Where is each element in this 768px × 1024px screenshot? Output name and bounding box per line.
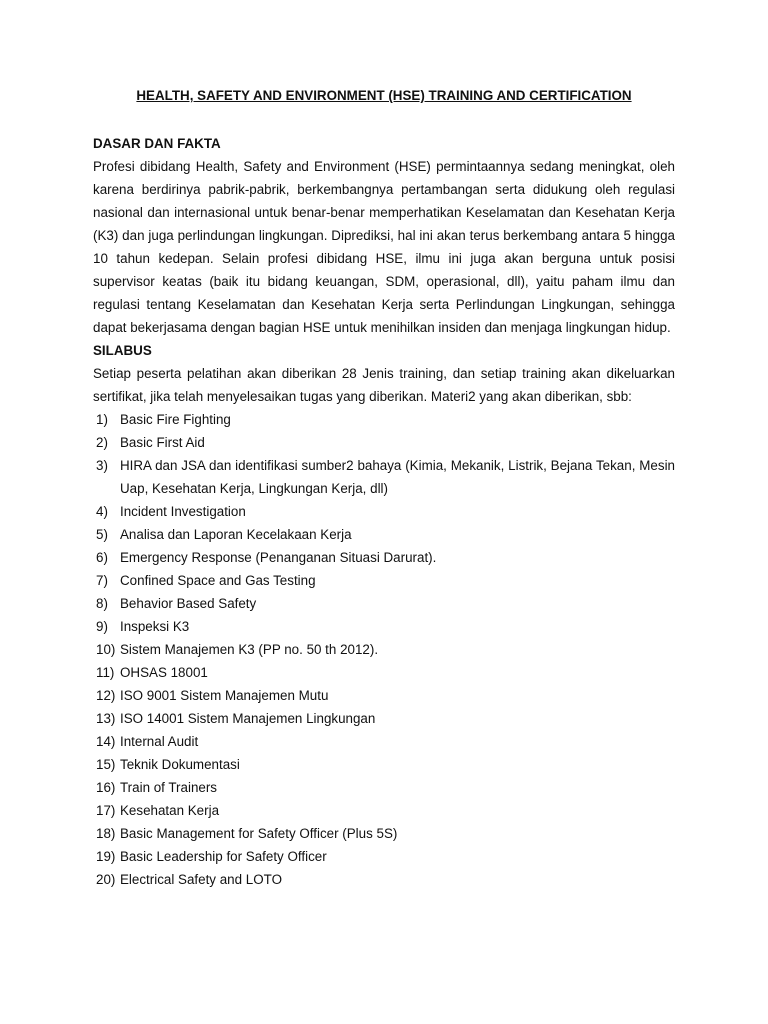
list-item — [93, 615, 675, 638]
list-item — [93, 753, 675, 776]
document-page — [93, 86, 675, 891]
list-item — [93, 638, 675, 661]
list-item-number: 6) — [96, 550, 108, 565]
list-item — [93, 569, 675, 592]
list-item — [93, 454, 675, 500]
list-item-text: Confined Space and Gas Testing — [120, 573, 316, 588]
section-heading-silabus: SILABUS — [93, 343, 152, 358]
section-body-dasar-dan-fakta: Profesi dibidang Health, Safety and Environment (HSE) permintaannya sedang meningkat, oleh karena berdirinya pabrik-pabrik, berkembangnya pertambangan serta didukung oleh regulasi nasional dan internasional untuk benar-benar memperhatikan Keselamatan dan Kesehatan Kerja (K3) dan juga perlindungan lingkungan. Diprediksi, hal ini akan terus berkembang antara 5 hingga 10 tahun kedepan. Selain profesi dibidang HSE, ilmu ini juga akan berguna untuk posisi supervisor keatas (baik itu bidang keuangan, SDM, operasional, dll), yaitu paham ilmu dan regulasi tentang Keselamatan dan Kesehatan Kerja serta Perlindungan Lingkungan, sehingga dapat bekerjasama dengan bagian HSE untuk menihilkan insiden dan menjaga lingkungan hidup. — [93, 159, 675, 335]
list-item-number: 14) — [96, 734, 116, 749]
section-intro-silabus: Setiap peserta pelatihan akan diberikan 28 Jenis training, dan setiap training akan dikeluarkan sertifikat, jika telah menyelesaikan tugas yang diberikan. Materi2 yang akan diberikan, sbb: — [93, 366, 675, 404]
list-item-text: Basic Fire Fighting — [120, 412, 231, 427]
list-item-number: 9) — [96, 619, 108, 634]
list-item — [93, 707, 675, 730]
list-item — [93, 868, 675, 891]
syllabus-list — [93, 408, 675, 891]
list-item — [93, 592, 675, 615]
list-item — [93, 684, 675, 707]
list-item-number: 16) — [96, 780, 116, 795]
list-item — [93, 523, 675, 546]
list-item — [93, 661, 675, 684]
list-item-text: Behavior Based Safety — [120, 596, 257, 611]
list-item-text: Basic Management for Safety Officer (Plus 5S) — [120, 826, 398, 841]
list-item-text: Electrical Safety and LOTO — [120, 872, 283, 887]
list-item-number: 3) — [96, 458, 108, 473]
list-item-text: ISO 9001 Sistem Manajemen Mutu — [120, 688, 329, 703]
list-item-text: Incident Investigation — [120, 504, 246, 519]
list-item-number: 20) — [96, 872, 116, 887]
list-item-number: 12) — [96, 688, 116, 703]
list-item-number: 10) — [96, 642, 116, 657]
list-item-number: 7) — [96, 573, 108, 588]
list-item-number: 15) — [96, 757, 116, 772]
list-item — [93, 845, 675, 868]
list-item-number: 2) — [96, 435, 108, 450]
list-item-number: 19) — [96, 849, 116, 864]
list-item-number: 13) — [96, 711, 116, 726]
list-item-number: 5) — [96, 527, 108, 542]
list-item-text: Inspeksi K3 — [120, 619, 190, 634]
list-item-number: 8) — [96, 596, 108, 611]
document-title: HEALTH, SAFETY AND ENVIRONMENT (HSE) TRAINING AND CERTIFICATION — [136, 88, 632, 103]
list-item-text: Internal Audit — [120, 734, 199, 749]
list-item-number: 17) — [96, 803, 116, 818]
list-item-text: Basic Leadership for Safety Officer — [120, 849, 327, 864]
list-item — [93, 822, 675, 845]
list-item — [93, 799, 675, 822]
section-heading-dasar-dan-fakta: DASAR DAN FAKTA — [93, 136, 221, 151]
list-item-text: Emergency Response (Penanganan Situasi Darurat). — [120, 550, 437, 565]
list-item-number: 4) — [96, 504, 108, 519]
list-item-number: 11) — [96, 665, 115, 680]
list-item — [93, 500, 675, 523]
list-item-number: 1) — [96, 412, 108, 427]
list-item — [93, 730, 675, 753]
list-item — [93, 546, 675, 569]
list-item-text: HIRA dan JSA dan identifikasi sumber2 bahaya (Kimia, Mekanik, Listrik, Bejana Tekan, Mesin Uap, Kesehatan Kerja, Lingkungan Kerja, dll) — [120, 458, 675, 496]
list-item-text: ISO 14001 Sistem Manajemen Lingkungan — [120, 711, 376, 726]
list-item-text: Analisa dan Laporan Kecelakaan Kerja — [120, 527, 352, 542]
list-item — [93, 408, 675, 431]
list-item-text: Basic First Aid — [120, 435, 205, 450]
list-item — [93, 776, 675, 799]
list-item-text: Teknik Dokumentasi — [120, 757, 240, 772]
list-item-text: Kesehatan Kerja — [120, 803, 220, 818]
list-item-text: Sistem Manajemen K3 (PP no. 50 th 2012). — [120, 642, 379, 657]
list-item-text: Train of Trainers — [120, 780, 217, 795]
list-item-text: OHSAS 18001 — [120, 665, 208, 680]
list-item-number: 18) — [96, 826, 116, 841]
list-item — [93, 431, 675, 454]
